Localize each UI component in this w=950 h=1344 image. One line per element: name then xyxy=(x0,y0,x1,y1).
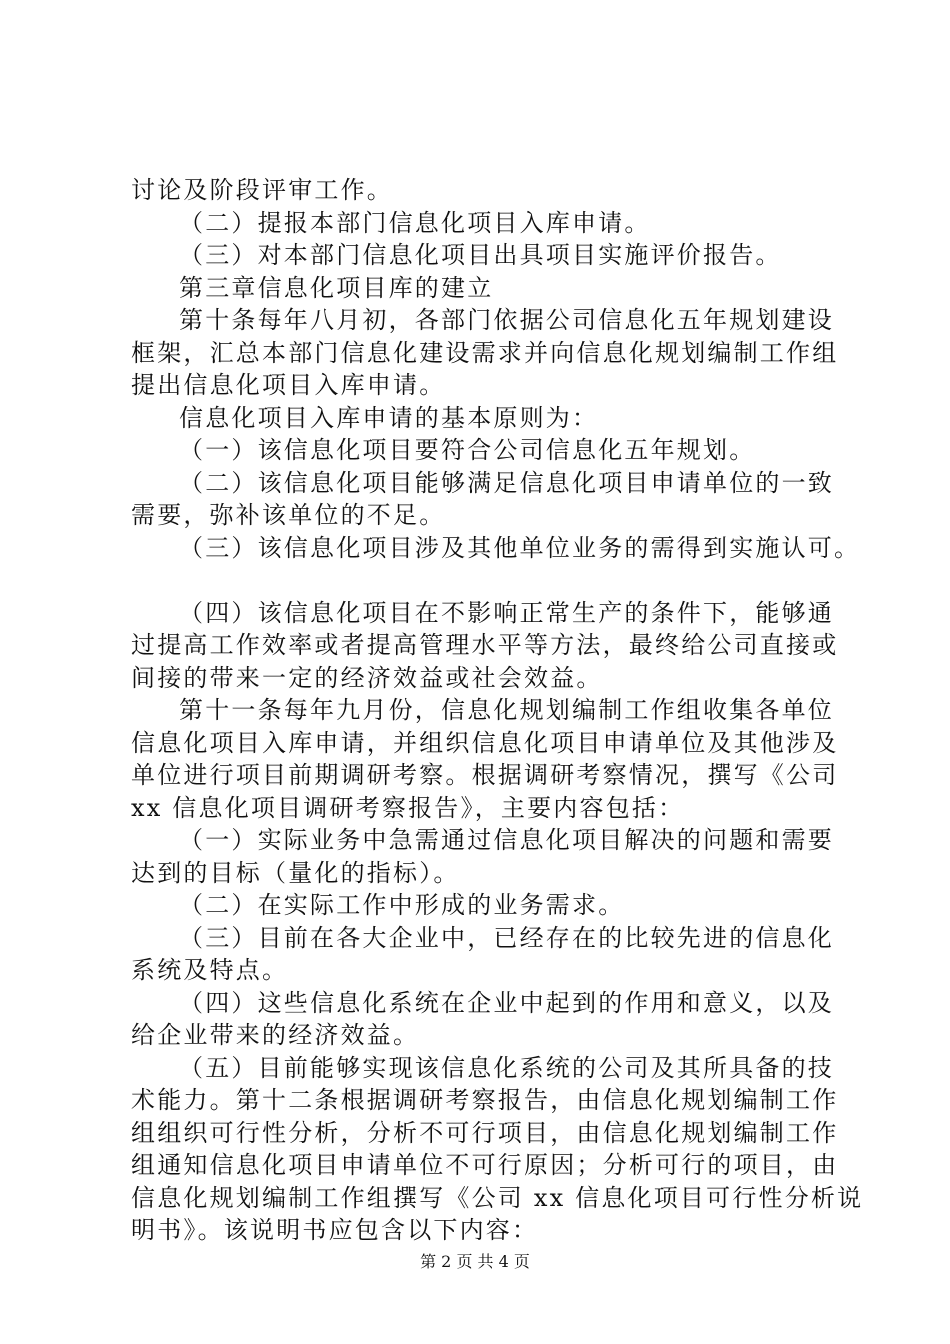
text-line: 框架，汇总本部门信息化建设需求并向信息化规划编制工作组 xyxy=(131,338,839,367)
text-line: （三）目前在各大企业中，已经存在的比较先进的信息化 xyxy=(179,923,834,952)
text-line: （一）该信息化项目要符合公司信息化五年规划。 xyxy=(179,436,756,464)
text-line: （四）这些信息化系统在企业中起到的作用和意义，以及 xyxy=(179,988,834,1017)
text-line: 第十一条每年九月份，信息化规划编制工作组收集各单位 xyxy=(179,696,834,724)
text-line: 信息化项目入库申请的基本原则为： xyxy=(179,403,599,432)
text-line: （三）该信息化项目涉及其他单位业务的需得到实施认可。 xyxy=(179,533,861,562)
text-line: （五）目前能够实现该信息化系统的公司及其所具备的技 xyxy=(179,1053,834,1082)
text-line: xx 信息化项目调研考察报告》，主要内容包括： xyxy=(131,793,685,822)
text-line: （二）该信息化项目能够满足信息化项目申请单位的一致 xyxy=(179,468,834,497)
text-line: 讨论及阶段评审工作。 xyxy=(131,176,393,204)
text-line: 第十条每年八月初，各部门依据公司信息化五年规划建设 xyxy=(179,306,834,334)
blank-line xyxy=(131,564,851,597)
text-line: 单位进行项目前期调研考察。根据调研考察情况，撰写《公司 xyxy=(131,761,839,789)
page-footer: 第 2 页 共 4 页 xyxy=(420,1252,530,1271)
text-line: 组通知信息化项目申请单位不可行原因；分析可行的项目，由 xyxy=(131,1151,839,1179)
text-line: （二）提报本部门信息化项目入库申请。 xyxy=(179,208,651,237)
text-line: 需要，弥补该单位的不足。 xyxy=(131,501,446,529)
text-line: （三）对本部门信息化项目出具项目实施评价报告。 xyxy=(179,241,782,269)
text-line: 第三章信息化项目库的建立 xyxy=(179,273,494,302)
text-line: 系统及特点。 xyxy=(131,956,289,984)
text-line: （二）在实际工作中形成的业务需求。 xyxy=(179,891,625,919)
text-line: （四）该信息化项目在不影响正常生产的条件下，能够通 xyxy=(179,598,834,627)
text-line: 信息化项目入库申请，并组织信息化项目申请单位及其他涉及 xyxy=(131,728,839,757)
text-line: 间接的带来一定的经济效益或社会效益。 xyxy=(131,663,603,692)
text-line: 明书》。该说明书应包含以下内容： xyxy=(131,1216,539,1244)
text-line: 信息化规划编制工作组撰写《公司 xx 信息化项目可行性分析说 xyxy=(131,1183,864,1212)
text-line: 组组织可行性分析，分析不可行项目，由信息化规划编制工作 xyxy=(131,1118,839,1147)
text-line: 给企业带来的经济效益。 xyxy=(131,1021,420,1049)
text-line: 过提高工作效率或者提高管理水平等方法，最终给公司直接或 xyxy=(131,631,839,659)
text-line: 达到的目标（量化的指标）。 xyxy=(131,858,460,887)
text-line: （一）实际业务中急需通过信息化项目解决的问题和需要 xyxy=(179,826,834,854)
text-line: 术能力。第十二条根据调研考察报告，由信息化规划编制工作 xyxy=(131,1086,839,1114)
text-line: 提出信息化项目入库申请。 xyxy=(131,371,446,399)
document-body xyxy=(131,174,864,1247)
